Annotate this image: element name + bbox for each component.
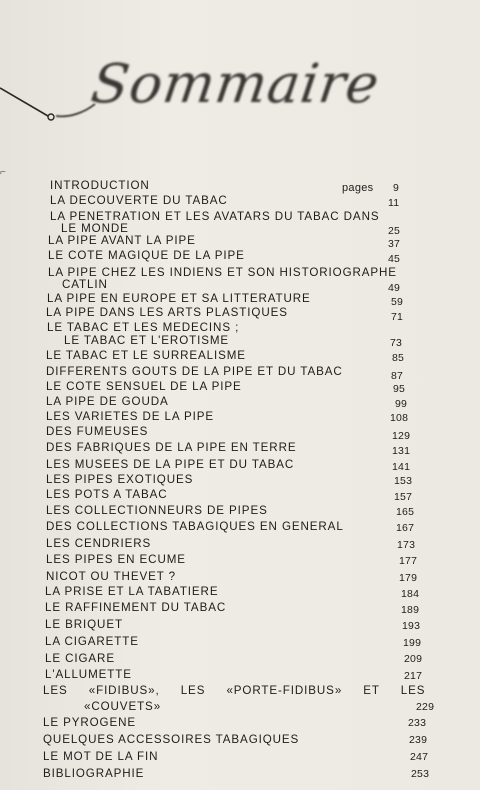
- toc-entry-title: LE CIGARE: [45, 652, 115, 665]
- toc-entry-page-number: 49: [388, 282, 401, 294]
- toc-entry-page-number: 108: [390, 412, 409, 424]
- toc-entry-title: LE TABAC ET LE SURREALISME: [46, 349, 246, 362]
- toc-entry-page-number: 11: [388, 197, 400, 209]
- toc-entry-title: DIFFERENTS GOUTS DE LA PIPE ET DU TABAC: [46, 365, 343, 378]
- toc-entry-page-number: 45: [388, 253, 401, 265]
- toc-entry-title: LA PIPE AVANT LA PIPE: [48, 234, 196, 247]
- toc-entry-title: LA CIGARETTE: [45, 635, 139, 648]
- toc-entry-page-number: 229: [416, 701, 435, 713]
- toc-entry-title: LE COTE SENSUEL DE LA PIPE: [46, 380, 242, 393]
- toc-entry-page-number: 25: [388, 225, 401, 237]
- toc-entry-title: INTRODUCTION: [50, 179, 150, 192]
- toc-entry-title-continuation: LE MONDE: [61, 222, 129, 235]
- toc-entry-title: LE PYROGENE: [43, 716, 137, 729]
- toc-entry-title: BIBLIOGRAPHIE: [43, 767, 145, 780]
- toc-entry-title-continuation: CATLIN: [62, 278, 108, 291]
- toc-entry-title: LA PRISE ET LA TABATIERE: [45, 585, 219, 598]
- toc-entry-title: LA PIPE DE GOUDA: [46, 395, 169, 408]
- toc-entry-page-number: 95: [393, 383, 406, 395]
- toc-entry-page-number: 209: [404, 653, 423, 665]
- toc-entry-title: DES FABRIQUES DE LA PIPE EN TERRE: [46, 441, 297, 454]
- toc-entry-page-number: 71: [391, 311, 404, 323]
- toc-entry-title: L'ALLUMETTE: [45, 668, 132, 681]
- toc-entry-title: LE MOT DE LA FIN: [43, 750, 159, 763]
- toc-entry-page-number: 99: [395, 398, 408, 410]
- toc-entry-page-number: 199: [403, 637, 422, 649]
- toc-entry-page-number: 253: [411, 768, 430, 780]
- toc-entry-title: LA PIPE CHEZ LES INDIENS ET SON HISTORIOGRAPHE: [48, 266, 397, 279]
- toc-entry-page-number: 87: [391, 370, 404, 382]
- toc-entry-title: LES CENDRIERS: [46, 537, 152, 550]
- page-title: Sommaire: [87, 52, 384, 115]
- toc-entry-title: LE COTE MAGIQUE DE LA PIPE: [48, 249, 245, 262]
- toc-entry-title: LA PIPE EN EUROPE ET SA LITTERATURE: [47, 292, 311, 305]
- toc-entry-page-number: 165: [396, 506, 415, 518]
- toc-entry-page-number: 59: [391, 296, 404, 308]
- toc-entry-page-number: 85: [392, 352, 405, 364]
- toc-entry-page-number: 129: [392, 430, 411, 442]
- toc-entry-title: LES VARIETES DE LA PIPE: [46, 410, 215, 423]
- toc-entry-page-number: 193: [402, 620, 421, 632]
- toc-entry-page-number: 141: [392, 461, 411, 473]
- toc-entry-page-number: 179: [399, 572, 418, 584]
- toc-entry-page-number: 217: [404, 670, 423, 682]
- toc-entry-title-continuation: «COUVETS»: [84, 700, 162, 713]
- toc-entry-title: LES POTS A TABAC: [46, 488, 168, 501]
- toc-entry-title: QUELQUES ACCESSOIRES TABAGIQUES: [43, 733, 300, 746]
- toc-entry-title: LES COLLECTIONNEURS DE PIPES: [46, 504, 268, 517]
- toc-entry-title: LE RAFFINEMENT DU TABAC: [45, 601, 227, 614]
- toc-entry-page-number: 167: [396, 522, 415, 534]
- toc-entry-page-number: 247: [410, 751, 429, 763]
- toc-entry-title: DES COLLECTIONS TABAGIQUES EN GENERAL: [46, 520, 344, 533]
- toc-entry-title: LES PIPES EN ECUME: [46, 553, 186, 566]
- toc-entry-title: LES MUSEES DE LA PIPE ET DU TABAC: [46, 458, 295, 471]
- toc-entry-page-number: 9: [393, 182, 400, 194]
- toc-entry-title: LES «FIDIBUS», LES «PORTE-FIDIBUS» ET LES: [43, 684, 426, 697]
- toc-entry-page-number: 177: [399, 555, 418, 567]
- toc-entry-page-number: 189: [401, 604, 420, 616]
- toc-entry-page-number: 184: [401, 588, 420, 600]
- pages-column-label: pages: [342, 182, 374, 194]
- toc-entry-page-number: 131: [392, 445, 411, 457]
- toc-entry-title: LA DECOUVERTE DU TABAC: [50, 194, 228, 207]
- toc-entry-title: NICOT OU THEVET ?: [46, 570, 176, 583]
- toc-entry-title: LA PIPE DANS LES ARTS PLASTIQUES: [46, 306, 288, 319]
- toc-entry-title: DES FUMEUSES: [46, 425, 149, 438]
- margin-mark: ⌐: [0, 167, 6, 178]
- toc-entry-title: LES PIPES EXOTIQUES: [46, 473, 194, 486]
- toc-entry-page-number: 157: [394, 491, 413, 503]
- toc-entry-page-number: 153: [394, 475, 413, 487]
- toc-entry-title: LE TABAC ET LES MEDECINS ;: [47, 321, 240, 334]
- toc-entry-title: LE BRIQUET: [45, 618, 123, 631]
- toc-entry-title: LA PENETRATION ET LES AVATARS DU TABAC DANS: [50, 210, 380, 223]
- toc-entry-page-number: 73: [390, 337, 403, 349]
- toc-entry-page-number: 37: [388, 238, 401, 250]
- toc-entry-page-number: 233: [408, 717, 427, 729]
- toc-entry-page-number: 239: [409, 734, 428, 746]
- toc-entry-page-number: 173: [397, 539, 416, 551]
- toc-entry-title-continuation: LE TABAC ET L'EROTISME: [64, 334, 230, 347]
